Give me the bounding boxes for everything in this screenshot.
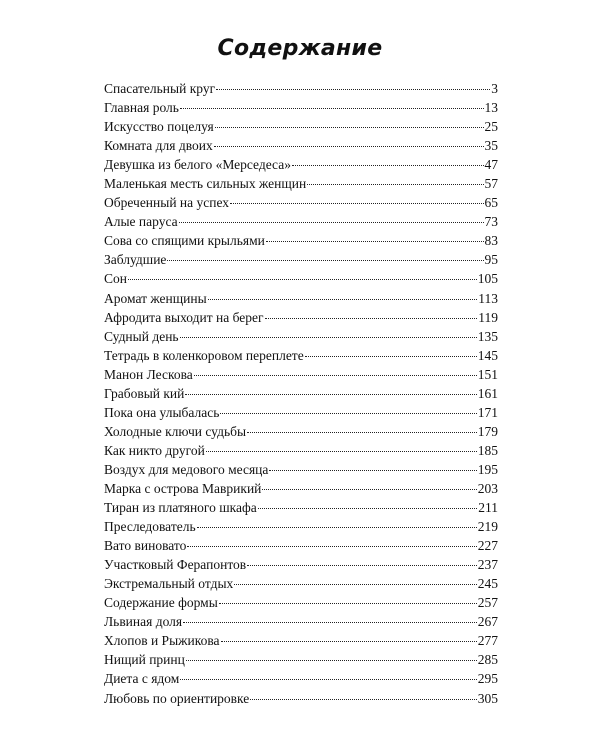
toc-entry (104, 98, 498, 117)
toc-entry-title: Воздух для медового месяца (104, 461, 269, 477)
toc-entry-page: 257 (477, 595, 498, 611)
toc-entry (104, 155, 498, 174)
toc-entry-page: 203 (477, 480, 498, 496)
dot-leader (220, 413, 476, 414)
toc-entry (104, 498, 498, 517)
dot-leader (179, 222, 484, 223)
dot-leader (258, 508, 478, 509)
dot-leader (197, 527, 477, 528)
dot-leader (187, 546, 476, 547)
toc-entry-page: 237 (477, 557, 498, 573)
toc-entry (104, 422, 498, 441)
toc-entry (104, 479, 498, 498)
toc-entry-title: Львиная доля (104, 614, 183, 630)
toc-entry-page: 73 (484, 214, 498, 230)
toc-entry-title: Тиран из платяного шкафа (104, 500, 257, 516)
dot-leader (214, 146, 484, 147)
toc-entry-title: Сон (104, 271, 127, 287)
toc-entry-page: 151 (477, 366, 498, 382)
toc-entry (104, 212, 498, 231)
dot-leader (128, 279, 477, 280)
dot-leader (247, 432, 477, 433)
toc-entry-title: Тетрадь в коленкоровом переплете (104, 347, 304, 363)
toc-entry (104, 384, 498, 403)
toc-entry-page: 285 (477, 652, 498, 668)
toc-entry (104, 517, 498, 536)
toc-entry-page: 83 (484, 233, 498, 249)
toc-entry-page: 65 (484, 195, 498, 211)
toc-entry (104, 308, 498, 327)
toc-entry-title: Марка с острова Маврикий (104, 480, 262, 496)
toc-entry-title: Диета с ядом (104, 671, 180, 687)
toc-entry (104, 250, 498, 269)
toc-entry-page: 185 (477, 442, 498, 458)
dot-leader (265, 318, 478, 319)
toc-entry-title: Девушка из белого «Мерседеса» (104, 157, 291, 173)
toc-entry-page: 57 (484, 176, 498, 192)
toc-entry (104, 174, 498, 193)
page-title: Содержание (217, 36, 383, 61)
toc-entry-page: 25 (484, 119, 498, 135)
toc-entry-title: Как никто другой (104, 442, 205, 458)
toc-entry-title: Грабовый кий (104, 385, 185, 401)
toc-entry-title: Искусство поцелуя (104, 119, 214, 135)
toc-entry (104, 269, 498, 288)
toc-entry-title: Содержание формы (104, 595, 218, 611)
toc-entry-title: Преследователь (104, 519, 196, 535)
toc-entry (104, 669, 498, 688)
dot-leader (247, 565, 477, 566)
dot-leader (186, 660, 477, 661)
table-of-contents (104, 79, 498, 708)
toc-entry (104, 136, 498, 155)
toc-entry-page: 35 (484, 138, 498, 154)
dot-leader (215, 127, 484, 128)
dot-leader (250, 699, 476, 700)
dot-leader (183, 622, 477, 623)
dot-leader (269, 470, 476, 471)
toc-entry-title: Судный день (104, 328, 179, 344)
toc-entry (104, 555, 498, 574)
toc-entry-title: Манон Лескова (104, 366, 193, 382)
dot-leader (194, 375, 477, 376)
toc-entry-title: Сова со спящими крыльями (104, 233, 265, 249)
toc-entry-title: Хлопов и Рыжикова (104, 633, 220, 649)
toc-entry (104, 346, 498, 365)
dot-leader (292, 165, 484, 166)
toc-entry (104, 650, 498, 669)
dot-leader (180, 679, 476, 680)
toc-entry-page: 105 (477, 271, 498, 287)
toc-entry (104, 631, 498, 650)
toc-entry-title: Заблудшие (104, 252, 167, 268)
toc-entry-title: Главная роль (104, 100, 179, 116)
toc-entry-page: 145 (477, 347, 498, 363)
toc-entry (104, 593, 498, 612)
dot-leader (234, 584, 476, 585)
toc-entry (104, 536, 498, 555)
dot-leader (206, 451, 477, 452)
toc-entry (104, 231, 498, 250)
toc-entry (104, 117, 498, 136)
dot-leader (262, 489, 476, 490)
dot-leader (266, 241, 484, 242)
toc-entry (104, 460, 498, 479)
toc-entry-title: Алые паруса (104, 214, 178, 230)
dot-leader (305, 356, 477, 357)
toc-entry-page: 3 (491, 81, 498, 96)
toc-entry (104, 289, 498, 308)
toc-entry-page: 267 (477, 614, 498, 630)
toc-entry-title: Пока она улыбалась (104, 404, 220, 420)
toc-entry-page: 135 (477, 328, 498, 344)
toc-entry-title: Холодные ключи судьбы (104, 423, 247, 439)
toc-entry-page: 119 (478, 309, 498, 325)
toc-entry (104, 193, 498, 212)
toc-entry-title: Аромат женщины (104, 290, 207, 306)
toc-entry-page: 171 (477, 404, 498, 420)
toc-entry-page: 277 (477, 633, 498, 649)
toc-entry-page: 161 (477, 385, 498, 401)
toc-entry-page: 245 (477, 576, 498, 592)
toc-entry-title: Афродита выходит на берег (104, 309, 264, 325)
toc-entry-title: Комната для двоих (104, 138, 213, 154)
toc-entry-page: 219 (477, 519, 498, 535)
toc-entry-title: Участковый Ферапонтов (104, 557, 247, 573)
toc-entry-title: Обреченный на успех (104, 195, 230, 211)
dot-leader (180, 108, 484, 109)
toc-entry (104, 79, 498, 98)
toc-entry-title: Экстремальный отдых (104, 576, 234, 592)
dot-leader (180, 337, 477, 338)
toc-entry (104, 612, 498, 631)
dot-leader (221, 641, 477, 642)
dot-leader (216, 89, 490, 90)
toc-entry-page: 113 (478, 290, 498, 306)
toc-entry-title: Маленькая месть сильных женщин (104, 176, 307, 192)
toc-entry (104, 441, 498, 460)
toc-entry-title: Нищий принц (104, 652, 185, 668)
toc-entry-page: 195 (477, 461, 498, 477)
toc-entry (104, 689, 498, 708)
dot-leader (307, 184, 483, 185)
toc-entry-page: 227 (477, 538, 498, 554)
toc-entry-title: Спасательный круг (104, 81, 216, 96)
dot-leader (230, 203, 483, 204)
toc-entry-page: 305 (477, 690, 498, 706)
dot-leader (208, 299, 478, 300)
toc-entry-page: 211 (478, 500, 498, 516)
toc-entry-page: 179 (477, 423, 498, 439)
toc-entry (104, 365, 498, 384)
toc-entry-page: 13 (484, 100, 498, 116)
toc-entry-page: 95 (484, 252, 498, 268)
dot-leader (167, 260, 483, 261)
toc-entry (104, 403, 498, 422)
toc-entry-title: Любовь по ориентировке (104, 690, 250, 706)
toc-entry (104, 327, 498, 346)
toc-entry (104, 574, 498, 593)
toc-entry-page: 295 (477, 671, 498, 687)
toc-entry-page: 47 (484, 157, 498, 173)
toc-entry-title: Вато виновато (104, 538, 187, 554)
dot-leader (219, 603, 477, 604)
dot-leader (185, 394, 476, 395)
